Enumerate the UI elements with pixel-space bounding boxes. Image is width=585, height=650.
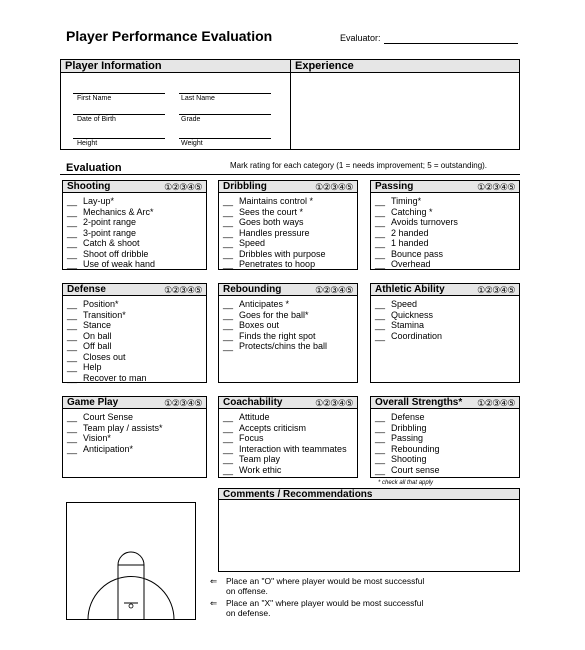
category-item-label: Position* [83,299,119,309]
experience-title: Experience [291,60,519,73]
category-title: Athletic Ability [375,284,445,295]
check-blank[interactable]: __ [223,341,234,351]
category-passing [370,180,520,270]
category-dribbling [218,180,358,270]
category-item [223,320,357,331]
first-name-label: First Name [77,95,112,102]
check-blank[interactable]: __ [67,259,78,269]
category-items [371,296,519,341]
category-item-label: Use of weak hand [83,259,156,269]
check-blank[interactable]: __ [375,412,386,422]
check-blank[interactable]: __ [375,227,386,238]
category-item [223,196,357,207]
category-item-label: 2 handed [391,227,429,238]
check-blank[interactable]: __ [223,206,234,217]
check-blank[interactable]: __ [223,299,234,309]
category-athletic-ability [370,283,520,383]
category-items [63,409,206,454]
check-blank[interactable]: __ [223,412,234,422]
category-item [223,433,357,444]
category-title: Dribbling [223,181,267,192]
grade-label: Grade [181,116,201,123]
category-items [219,193,357,270]
category-item [375,228,519,239]
check-blank[interactable]: __ [375,454,386,464]
check-blank[interactable]: __ [67,227,78,238]
check-blank[interactable]: __ [375,259,386,269]
category-item [67,320,206,331]
arrow-left-icon: ⇐ [210,598,218,608]
category-title: Game Play [67,397,119,408]
evaluation-divider [60,174,520,175]
category-item [67,299,206,310]
category-item-label: Finds the right spot [239,330,316,341]
category-item-label: 2-point range [83,217,137,227]
category-item-label: Rebounding [391,443,440,454]
category-title: Coachability [223,397,283,408]
category-item-label: Mechanics & Arc* [83,206,154,217]
check-blank[interactable]: __ [67,351,78,362]
category-item [223,454,357,465]
category-item [375,249,519,260]
category-item-label: Stamina [391,320,425,330]
category-rebounding [218,283,358,383]
height-label: Height [77,140,98,147]
category-item [375,412,519,423]
category-item-label: Shooting [391,454,427,464]
category-item [223,331,357,342]
check-blank[interactable]: __ [375,299,386,309]
category-item-label: Focus [239,433,264,443]
check-all-note: * check all that apply [378,480,434,486]
rating-scale[interactable]: ①②③④⑤ [477,398,515,408]
category-item-label: Goes both ways [239,217,304,227]
category-item [223,412,357,423]
category-item-label: Timing* [391,196,422,206]
check-blank[interactable]: __ [67,372,78,383]
check-blank[interactable]: __ [67,330,78,341]
category-item [223,259,357,270]
check-blank[interactable]: __ [223,443,234,454]
check-blank[interactable]: __ [223,238,234,248]
category-item [67,341,206,352]
category-game-play [62,396,207,478]
category-item [223,341,357,352]
check-blank[interactable]: __ [67,206,78,217]
category-item-label: Interaction with teammates [239,443,347,454]
category-item-label: Maintains control * [239,196,314,206]
legend-text: on offense. [226,586,268,596]
category-title: Shooting [67,181,111,192]
category-item [375,196,519,207]
rating-scale[interactable]: ①②③④⑤ [164,285,202,295]
category-item-label: Attitude [239,412,270,422]
category-items [371,409,519,475]
check-blank[interactable]: __ [67,362,78,372]
check-blank[interactable]: __ [223,433,234,443]
category-item-label: Transition* [83,309,126,320]
category-item-label: Recover to man [83,372,147,383]
check-blank[interactable]: __ [67,433,78,443]
category-item-label: Anticipation* [83,443,134,454]
check-blank[interactable]: __ [223,320,234,330]
check-blank[interactable]: __ [375,238,386,248]
category-item [223,444,357,455]
check-blank[interactable]: __ [375,443,386,454]
last-name-field[interactable] [179,93,271,94]
category-item-label: Dribbles with purpose [239,248,326,259]
category-item [67,310,206,321]
category-item-label: 1 handed [391,238,429,248]
dob-label: Date of Birth [77,116,116,123]
category-item-label: Avoids turnovers [391,217,458,227]
category-item [67,362,206,373]
category-item [223,238,357,249]
rating-scale[interactable]: ①②③④⑤ [164,398,202,408]
category-item [375,433,519,444]
check-blank[interactable]: __ [375,464,386,475]
category-item [67,331,206,342]
comments-title: Comments / Recommendations [219,489,519,500]
dob-field[interactable] [73,114,165,115]
category-item-label: Stance [83,320,112,330]
category-item-label: Catching * [391,206,433,217]
half-court-diagram[interactable] [66,502,196,620]
first-name-field[interactable] [73,93,165,94]
category-item [223,310,357,321]
check-blank[interactable]: __ [67,422,78,433]
category-item [375,310,519,321]
category-item-label: Defense [391,412,425,422]
category-items [219,296,357,352]
category-item-label: Team play / assists* [83,422,163,433]
category-item [67,444,206,455]
category-item-label: Team play [239,454,281,464]
check-blank[interactable]: __ [67,196,78,206]
category-item-label: Overhead [391,259,431,269]
category-item [375,423,519,434]
check-blank[interactable]: __ [375,433,386,443]
check-blank[interactable]: __ [67,309,78,320]
category-item-label: Boxes out [239,320,280,330]
check-blank[interactable]: __ [375,422,386,433]
legend-offense [210,576,424,596]
check-blank[interactable]: __ [375,196,386,206]
legend-text: Place an "X" where player would be most successful [226,598,424,608]
category-title: Overall Strengths* [375,397,463,408]
rating-scale[interactable]: ①②③④⑤ [315,398,353,408]
check-blank[interactable]: __ [223,217,234,227]
category-item-label: Off ball [83,341,112,351]
height-field[interactable] [73,138,165,139]
category-defense [62,283,207,383]
category-item [67,249,206,260]
category-title: Passing [375,181,414,192]
category-item [67,433,206,444]
category-item-label: Anticipates * [239,299,290,309]
category-item [67,207,206,218]
check-blank[interactable]: __ [223,309,234,320]
check-blank[interactable]: __ [375,309,386,320]
category-item-label: Help [83,362,102,372]
legend-defense [210,598,423,618]
rating-scale[interactable]: ①②③④⑤ [315,182,353,192]
check-blank[interactable]: __ [67,320,78,330]
comments-panel[interactable] [218,488,520,572]
check-blank[interactable]: __ [375,217,386,227]
category-title: Rebounding [223,284,282,295]
category-title: Defense [67,284,106,295]
check-blank[interactable]: __ [67,341,78,351]
category-items [219,409,357,475]
check-blank[interactable]: __ [223,464,234,475]
category-item [223,207,357,218]
category-item [375,454,519,465]
evaluation-title: Evaluation [66,162,122,174]
category-item [67,238,206,249]
last-name-label: Last Name [181,95,215,102]
player-info-panel [60,59,291,150]
category-item [223,228,357,239]
check-blank[interactable]: __ [223,454,234,464]
check-blank[interactable]: __ [223,248,234,259]
category-item-label: Speed [239,238,266,248]
category-item-label: Sees the court * [239,206,304,217]
category-item [375,238,519,249]
category-coachability [218,396,358,478]
evaluator-field[interactable] [384,43,518,44]
category-item-label: Court Sense [83,412,134,422]
category-item [67,373,206,384]
category-item-label: Work ethic [239,464,282,475]
category-items [63,296,206,383]
category-item [67,352,206,363]
category-item [375,259,519,270]
category-item-label: Accepts criticism [239,422,307,433]
check-blank[interactable]: __ [67,412,78,422]
category-item-label: Penetrates to hoop [239,259,316,269]
category-item-label: Protects/chins the ball [239,341,328,351]
category-item [375,444,519,455]
category-overall-strengths [370,396,520,478]
category-item-label: Bounce pass [391,248,444,259]
category-item-label: Vision* [83,433,111,443]
category-item [223,423,357,434]
check-blank[interactable]: __ [223,422,234,433]
player-info-title: Player Information [61,60,290,73]
category-item [375,320,519,331]
category-item [223,299,357,310]
check-blank[interactable]: __ [223,330,234,341]
category-item [67,412,206,423]
legend-text: on defense. [226,608,271,618]
evaluator-label: Evaluator: [340,33,381,43]
check-blank[interactable]: __ [375,330,386,341]
experience-panel[interactable] [290,59,520,150]
check-blank[interactable]: __ [67,299,78,309]
category-item-label: Quickness [391,309,434,320]
check-blank[interactable]: __ [223,196,234,206]
category-item [67,196,206,207]
category-item-label: Court sense [391,464,440,475]
category-item-label: Handles pressure [239,227,310,238]
rating-scale[interactable]: ①②③④⑤ [315,285,353,295]
weight-field[interactable] [179,138,271,139]
check-blank[interactable]: __ [67,217,78,227]
category-item-label: Speed [391,299,418,309]
category-item [223,217,357,228]
check-blank[interactable]: __ [375,248,386,259]
category-item [375,299,519,310]
category-item [67,228,206,239]
category-item [67,259,206,270]
category-item-label: On ball [83,330,112,341]
check-blank[interactable]: __ [375,206,386,217]
grade-field[interactable] [179,114,271,115]
check-blank[interactable]: __ [67,248,78,259]
category-item-label: 3-point range [83,227,137,238]
check-blank[interactable]: __ [375,320,386,330]
category-items [371,193,519,270]
category-item [223,249,357,260]
category-item-label: Closes out [83,351,126,362]
legend-text: Place an "O" where player would be most successful [226,576,425,586]
category-item [67,217,206,228]
category-item [375,207,519,218]
category-item [67,423,206,434]
rating-scale[interactable]: ①②③④⑤ [477,285,515,295]
arrow-left-icon: ⇐ [210,576,218,586]
category-item-label: Coordination [391,330,443,341]
category-items [63,193,206,270]
category-item-label: Passing [391,433,424,443]
page-title: Player Performance Evaluation [66,28,273,44]
check-blank[interactable]: __ [223,227,234,238]
category-item-label: Goes for the ball* [239,309,309,320]
check-blank[interactable]: __ [67,238,78,248]
rating-scale[interactable]: ①②③④⑤ [164,182,202,192]
evaluation-instructions: Mark rating for each category (1 = needs improvement; 5 = outstanding). [230,161,488,170]
weight-label: Weight [181,140,203,147]
category-item [375,217,519,228]
check-blank[interactable]: __ [223,259,234,269]
check-blank[interactable]: __ [67,443,78,454]
category-item-label: Shoot off dribble [83,248,149,259]
category-item [375,465,519,476]
category-item-label: Catch & shoot [83,238,140,248]
category-item-label: Dribbling [391,422,427,433]
category-item [375,331,519,342]
category-item-label: Lay-up* [83,196,115,206]
rating-scale[interactable]: ①②③④⑤ [477,182,515,192]
category-item [223,465,357,476]
category-shooting [62,180,207,270]
